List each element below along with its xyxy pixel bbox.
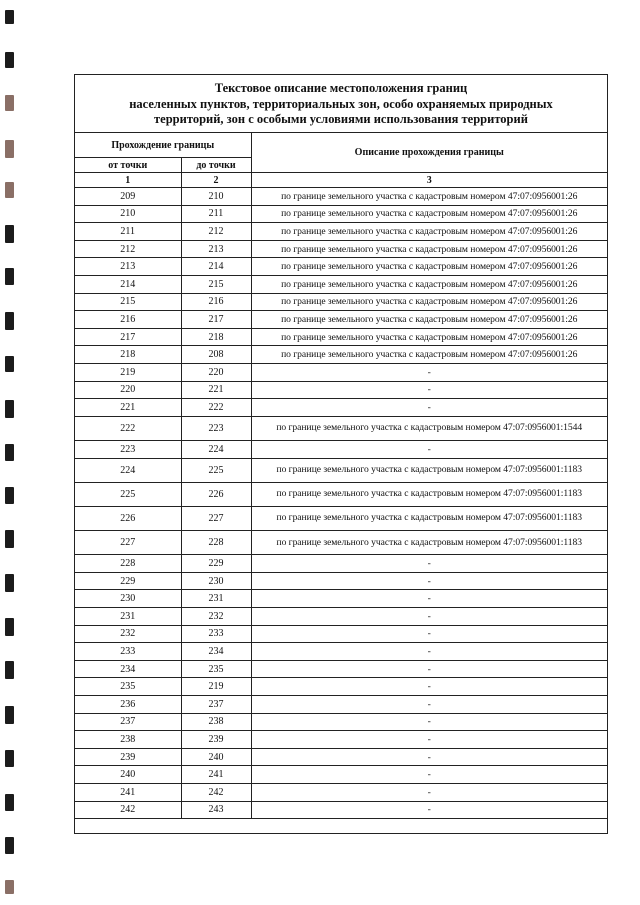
to-point-cell: 239 [181,731,251,749]
table-row [75,440,607,458]
description-cell: - [251,572,607,590]
to-point-cell: 213 [181,240,251,258]
table-row [75,293,607,311]
to-point-cell: 211 [181,205,251,223]
description-cell: - [251,399,607,417]
description-cell: - [251,440,607,458]
from-point-cell: 240 [75,766,181,784]
table-row [75,531,607,555]
table-row [75,482,607,506]
table-row [75,328,607,346]
to-point-cell: 240 [181,748,251,766]
table-row [75,311,607,329]
from-point-cell: 224 [75,458,181,482]
from-point-cell: 216 [75,311,181,329]
to-point-cell: 242 [181,783,251,801]
table-row [75,590,607,608]
to-point-cell: 223 [181,416,251,440]
table-row [75,713,607,731]
from-point-cell: 236 [75,696,181,714]
table-row [75,258,607,276]
header-passage: Прохождение границы [75,133,251,158]
to-point-cell: 233 [181,625,251,643]
description-cell: - [251,363,607,381]
from-point-cell: 233 [75,643,181,661]
from-point-cell: 213 [75,258,181,276]
description-cell: - [251,660,607,678]
header-from: от точки [75,158,181,173]
from-point-cell: 238 [75,731,181,749]
table-body [75,188,607,819]
binding-hole [5,618,14,636]
from-point-cell: 242 [75,801,181,819]
table-row [75,275,607,293]
table-row [75,731,607,749]
description-cell: - [251,590,607,608]
binding-hole [5,356,14,372]
description-cell: по границе земельного участка с кадастровым номером 47:07:0956001:26 [251,223,607,241]
description-cell: по границе земельного участка с кадастровым номером 47:07:0956001:26 [251,205,607,223]
to-point-cell: 228 [181,531,251,555]
from-point-cell: 214 [75,275,181,293]
to-point-cell: 217 [181,311,251,329]
description-cell: - [251,766,607,784]
from-point-cell: 215 [75,293,181,311]
to-point-cell: 212 [181,223,251,241]
binding-hole [5,530,14,548]
table-row [75,643,607,661]
description-cell: по границе земельного участка с кадастровым номером 47:07:0956001:26 [251,311,607,329]
description-cell: - [251,643,607,661]
binding-hole [5,52,14,68]
table-row [75,399,607,417]
table-row [75,572,607,590]
table-row [75,346,607,364]
table-row [75,555,607,573]
description-cell: по границе земельного участка с кадастровым номером 47:07:0956001:26 [251,258,607,276]
header-description: Описание прохождения границы [251,133,607,173]
binding-hole [5,794,14,811]
header-col-number: 3 [251,173,607,188]
binding-hole [5,225,14,243]
to-point-cell: 235 [181,660,251,678]
description-cell: - [251,748,607,766]
table-row [75,625,607,643]
header-col-number: 1 [75,173,181,188]
from-point-cell: 230 [75,590,181,608]
table-row [75,506,607,530]
to-point-cell: 216 [181,293,251,311]
description-cell: - [251,625,607,643]
to-point-cell: 232 [181,608,251,626]
binding-hole [5,444,14,461]
table-row [75,801,607,819]
description-cell: - [251,555,607,573]
binding-hole [5,95,14,111]
from-point-cell: 223 [75,440,181,458]
description-cell: по границе земельного участка с кадастровым номером 47:07:0956001:26 [251,188,607,206]
from-point-cell: 211 [75,223,181,241]
description-cell: по границе земельного участка с кадастровым номером 47:07:0956001:1183 [251,531,607,555]
description-cell: по границе земельного участка с кадастровым номером 47:07:0956001:26 [251,328,607,346]
table-row [75,678,607,696]
table-row [75,416,607,440]
from-point-cell: 237 [75,713,181,731]
table-row [75,608,607,626]
from-point-cell: 232 [75,625,181,643]
to-point-cell: 237 [181,696,251,714]
from-point-cell: 209 [75,188,181,206]
binding-strip [0,0,30,905]
to-point-cell: 243 [181,801,251,819]
to-point-cell: 208 [181,346,251,364]
to-point-cell: 214 [181,258,251,276]
table-row [75,381,607,399]
title-line: территорий, зон с особыми условиями использования территорий [154,112,528,127]
table-row [75,188,607,206]
binding-hole [5,706,14,724]
binding-hole [5,661,14,679]
description-cell: по границе земельного участка с кадастровым номером 47:07:0956001:1183 [251,482,607,506]
to-point-cell: 218 [181,328,251,346]
to-point-cell: 229 [181,555,251,573]
from-point-cell: 219 [75,363,181,381]
table-row [75,766,607,784]
from-point-cell: 239 [75,748,181,766]
to-point-cell: 230 [181,572,251,590]
to-point-cell: 222 [181,399,251,417]
description-cell: по границе земельного участка с кадастровым номером 47:07:0956001:1183 [251,506,607,530]
binding-hole [5,880,14,894]
binding-hole [5,487,14,504]
binding-hole [5,574,14,592]
from-point-cell: 221 [75,399,181,417]
to-point-cell: 226 [181,482,251,506]
table-row [75,363,607,381]
to-point-cell: 220 [181,363,251,381]
description-cell: - [251,696,607,714]
to-point-cell: 215 [181,275,251,293]
from-point-cell: 210 [75,205,181,223]
boundary-table [75,133,607,819]
from-point-cell: 227 [75,531,181,555]
from-point-cell: 231 [75,608,181,626]
title-line: населенных пунктов, территориальных зон, особо охраняемых природных [129,96,553,111]
description-cell: по границе земельного участка с кадастровым номером 47:07:0956001:1544 [251,416,607,440]
to-point-cell: 238 [181,713,251,731]
from-point-cell: 235 [75,678,181,696]
table-row [75,205,607,223]
from-point-cell: 229 [75,572,181,590]
description-cell: по границе земельного участка с кадастровым номером 47:07:0956001:26 [251,240,607,258]
to-point-cell: 227 [181,506,251,530]
description-cell: - [251,678,607,696]
header-col-number: 2 [181,173,251,188]
table-row [75,696,607,714]
from-point-cell: 226 [75,506,181,530]
binding-hole [5,750,14,767]
binding-hole [5,837,14,854]
description-cell: - [251,713,607,731]
binding-hole [5,400,14,418]
binding-hole [5,268,14,285]
table-row [75,748,607,766]
description-cell: - [251,801,607,819]
description-cell: по границе земельного участка с кадастровым номером 47:07:0956001:26 [251,275,607,293]
from-point-cell: 218 [75,346,181,364]
table-row [75,240,607,258]
description-cell: - [251,783,607,801]
description-cell: - [251,731,607,749]
binding-hole [5,312,14,330]
from-point-cell: 217 [75,328,181,346]
title-line: Текстовое описание местоположения границ [214,81,468,96]
from-point-cell: 212 [75,240,181,258]
from-point-cell: 220 [75,381,181,399]
from-point-cell: 241 [75,783,181,801]
table-row [75,223,607,241]
from-point-cell: 225 [75,482,181,506]
boundary-description-sheet [74,74,608,834]
from-point-cell: 228 [75,555,181,573]
table-row [75,783,607,801]
from-point-cell: 234 [75,660,181,678]
to-point-cell: 225 [181,458,251,482]
binding-hole [5,182,14,198]
to-point-cell: 231 [181,590,251,608]
from-point-cell: 222 [75,416,181,440]
to-point-cell: 221 [181,381,251,399]
header-to: до точки [181,158,251,173]
table-row [75,660,607,678]
to-point-cell: 219 [181,678,251,696]
to-point-cell: 210 [181,188,251,206]
binding-hole [5,140,14,158]
description-cell: по границе земельного участка с кадастровым номером 47:07:0956001:26 [251,346,607,364]
to-point-cell: 234 [181,643,251,661]
to-point-cell: 241 [181,766,251,784]
document-title [75,75,607,133]
description-cell: - [251,381,607,399]
table-row [75,458,607,482]
to-point-cell: 224 [181,440,251,458]
description-cell: по границе земельного участка с кадастровым номером 47:07:0956001:26 [251,293,607,311]
description-cell: - [251,608,607,626]
binding-hole [5,10,14,24]
description-cell: по границе земельного участка с кадастровым номером 47:07:0956001:1183 [251,458,607,482]
